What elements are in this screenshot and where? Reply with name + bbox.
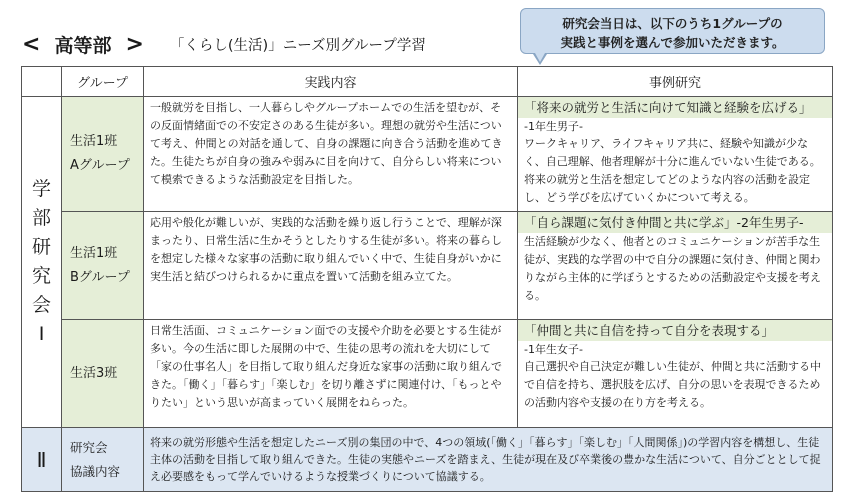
header-case: 事例研究 (518, 67, 833, 97)
table-header-row (22, 67, 833, 97)
table-row (22, 320, 833, 428)
case-body: ワークキャリア、ライフキャリア共に、経験や知識が少なく、自己理解、他者理解が十分に進んでいない生徒である。将来の就労と生活を想定してどのような内容の活動を設定し、どう学びを広げていくかについて考える。 (524, 137, 821, 204)
callout-tail-inner (535, 53, 545, 62)
header-group: グループ (62, 67, 144, 97)
table-row (22, 212, 833, 320)
section-2-row (22, 428, 833, 492)
case-grade: -1年生男子- (524, 120, 583, 133)
group-cell: 生活1班 Bグループ (62, 212, 144, 320)
section-2-group-cell: 研究会 協議内容 (62, 428, 144, 492)
group-cell: 生活1班 Aグループ (62, 97, 144, 212)
right-bracket: > (125, 31, 144, 57)
practice-cell: 一般就労を目指し、一人暮らしやグループホームでの生活を望むが、その反面情緒面での不安定さのある生徒が多い。理想の就労や生活について考え、仲間との対話を通して、自身の課題に向き合う活動を進めてきた。生徒たちが自身の強みや弱みに目を向けて、自分らしい将来について模索できるような活動設定を目指した。 (144, 97, 518, 212)
info-callout (520, 8, 825, 54)
section-1-label: 学 部 研 究 会 Ⅰ (22, 97, 62, 428)
header-practice: 実践内容 (144, 67, 518, 97)
case-body: 自己選択や自己決定が難しい生徒が、仲間と共に活動する中で自信を持ち、選択肢を広げ、自分の思いを表現できるための活動内容や支援の在り方を考える。 (524, 360, 821, 409)
case-title: 「将来の就労と生活に向けて知識と経験を広げる」 (518, 97, 832, 118)
callout-line-1: 研究会当日は、以下のうち1グループの (562, 16, 783, 31)
case-grade: -1年生女子- (524, 343, 583, 356)
left-bracket: < (22, 31, 41, 57)
page-subtitle: 「くらし(生活)」ニーズ別グループ学習 (169, 37, 426, 54)
practice-cell: 日常生活面、コミュニケーション面での支援や介助を必要とする生徒が多い。今の生活に即した展開の中で、生徒の思考の流れを大切にして「家の仕事名人」を目指して取り組んだ身近な家事の活動に取り組んできた。「働く」「暮らす」「楽しむ」を切り離さずに関連付け、「もっとやりたい」という思いが高まっていく展開をねらった。 (144, 320, 518, 428)
header-blank (22, 67, 62, 97)
page-header (22, 30, 426, 58)
case-cell (518, 212, 833, 320)
group-cell: 生活3班 (62, 320, 144, 428)
schedule-table (21, 66, 833, 492)
case-cell (518, 320, 833, 428)
table-row (22, 97, 833, 212)
practice-cell: 応用や般化が難しいが、実践的な活動を繰り返し行うことで、理解が深まったり、日常生活に生かそうとしたりする生徒が多い。将来の暮らしを想定した様々な家事の活動に取り組んでいく中で、生徒自身がいかに実生活と結びつけられるかに重点を置いて活動を組み立てた。 (144, 212, 518, 320)
case-body: 生活経験が少なく、他者とのコミュニケーションが苦手な生徒が、実践的な学習の中で自分の課題に気付き、仲間と関わりながら主体的に学ぼうとするための活動設定や支援を考える。 (524, 235, 821, 302)
case-title: 「仲間と共に自信を持って自分を表現する」 (518, 320, 832, 341)
section-2-body: 将来の就労形態や生活を想定したニーズ別の集団の中で、4つの領域(「働く」「暮らす」「楽しむ」「人間関係」)の学習内容を構想し、生徒主体の活動を目指して取り組んできた。生徒の実態やニーズを踏まえ、生徒が現在及び卒業後の豊かな生活について、自分ごととして捉え必要感をもって学んでいけるような授業づくりについて協議する。 (144, 428, 833, 492)
callout-line-2: 実践と事例を選んで参加いただきます。 (560, 35, 785, 50)
department-title: 高等部 (54, 34, 112, 57)
case-title: 「自ら課題に気付き仲間と共に学ぶ」-2年生男子- (518, 212, 832, 233)
case-cell (518, 97, 833, 212)
section-2-label: Ⅱ (22, 428, 62, 492)
